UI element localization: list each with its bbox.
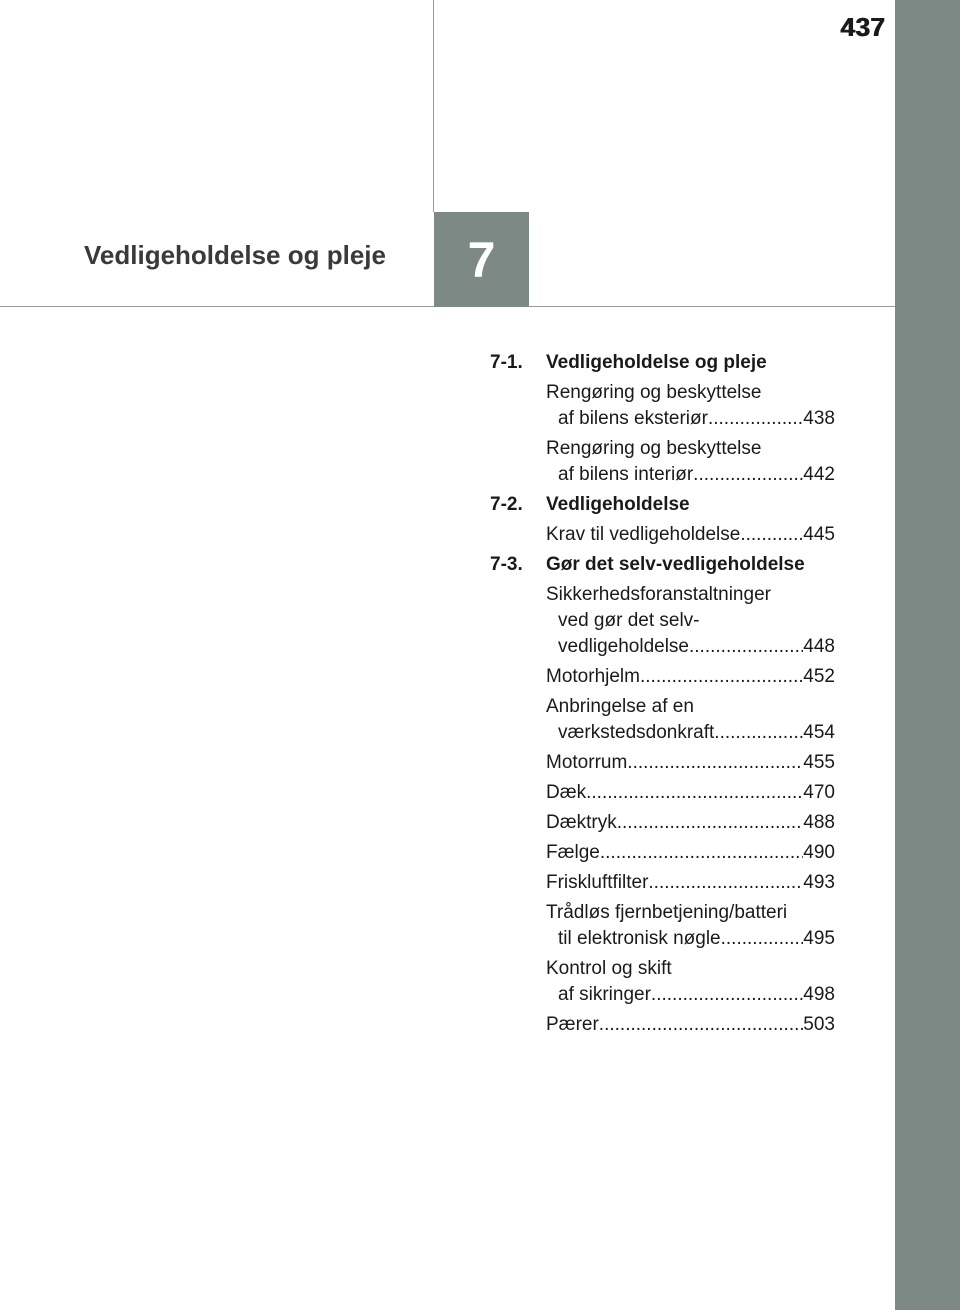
toc-entry[interactable] [546, 436, 835, 488]
toc-entry-text: Sikkerhedsforanstaltninger [546, 584, 771, 605]
toc-entry-text: værkstedsdonkraft [558, 722, 715, 743]
toc-entry-text: Trådløs fjernbetjening/batteri [546, 902, 788, 923]
toc-entry[interactable] [546, 956, 835, 1008]
toc-entry[interactable] [546, 810, 835, 836]
toc-page-number: 448 [803, 636, 835, 657]
vertical-rule [433, 0, 434, 212]
toc-entry-text: Fælge [546, 842, 600, 863]
toc-entry-text: ved gør det selv- [558, 610, 700, 631]
toc-page-number: 503 [803, 1014, 835, 1035]
toc-page-number: 488 [803, 812, 835, 833]
dot-leader [708, 406, 803, 432]
toc-entry[interactable] [546, 870, 835, 896]
toc-entry-text: til elektronisk nøgle [558, 928, 721, 949]
chapter-number-box [434, 212, 529, 307]
toc-entry[interactable] [546, 780, 835, 806]
toc-entry-text: Rengøring og beskyttelse [546, 438, 762, 459]
toc-entry[interactable] [546, 1012, 835, 1038]
toc-entry-text: Dæktryk [546, 812, 617, 833]
toc-entry-text: Friskluftfilter [546, 872, 649, 893]
table-of-contents [490, 350, 835, 1042]
toc-entry-text: Dæk [546, 782, 587, 803]
toc-entry-text: Anbringelse af en [546, 696, 694, 717]
toc-page-number: 455 [803, 752, 835, 773]
dot-leader [648, 870, 803, 896]
dot-leader [640, 664, 803, 690]
toc-entry-text: af sikringer [558, 984, 651, 1005]
toc-entry[interactable] [546, 840, 835, 866]
toc-page-number: 438 [803, 408, 835, 429]
toc-page-number: 490 [803, 842, 835, 863]
toc-entry-text: Motorrum [546, 752, 628, 773]
toc-section-number: 7-2. [490, 494, 523, 515]
toc-section-heading[interactable] [490, 492, 835, 518]
toc-section-number: 7-3. [490, 554, 523, 575]
toc-entry-text: af bilens eksteriør [558, 408, 708, 429]
toc-section-heading[interactable] [490, 350, 835, 376]
toc-section-title: Gør det selv-vedligeholdelse [546, 554, 805, 575]
toc-page-number: 498 [803, 984, 835, 1005]
toc-page-number: 445 [803, 524, 835, 545]
toc-page-number: 454 [803, 722, 835, 743]
dot-leader [651, 982, 803, 1008]
dot-leader [689, 634, 803, 660]
toc-entry[interactable] [546, 664, 835, 690]
toc-entry[interactable] [546, 582, 835, 660]
dot-leader [586, 780, 803, 806]
chapter-number: 7 [467, 231, 496, 288]
page-number: 437 [840, 12, 885, 42]
toc-entry-text: af bilens interiør [558, 464, 694, 485]
chapter-title: Vedligeholdelse og pleje [84, 240, 386, 270]
dot-leader [740, 522, 803, 548]
toc-entry-text: Rengøring og beskyttelse [546, 382, 762, 403]
toc-entry[interactable] [546, 522, 835, 548]
toc-entry[interactable] [546, 694, 835, 746]
toc-page-number: 452 [803, 666, 835, 687]
toc-entry-text: Krav til vedligeholdelse [546, 524, 741, 545]
toc-section-title: Vedligeholdelse [546, 494, 690, 515]
toc-entry-text: vedligeholdelse [558, 636, 689, 657]
toc-entry-text: Kontrol og skift [546, 958, 672, 979]
toc-page-number: 442 [803, 464, 835, 485]
toc-section-heading[interactable] [490, 552, 835, 578]
dot-leader [714, 720, 803, 746]
toc-page-number: 493 [803, 872, 835, 893]
toc-entry[interactable] [546, 900, 835, 952]
toc-section-title: Vedligeholdelse og pleje [546, 352, 767, 373]
chapter-side-tab [895, 0, 960, 1310]
dot-leader [693, 462, 803, 488]
dot-leader [617, 810, 804, 836]
dot-leader [627, 750, 803, 776]
toc-section-number: 7-1. [490, 352, 523, 373]
dot-leader [721, 926, 804, 952]
toc-entry-text: Motorhjelm [546, 666, 640, 687]
toc-entry-text: Pærer [546, 1014, 599, 1035]
toc-page-number: 470 [803, 782, 835, 803]
dot-leader [599, 1012, 804, 1038]
dot-leader [600, 840, 803, 866]
toc-entry[interactable] [546, 380, 835, 432]
toc-page-number: 495 [803, 928, 835, 949]
toc-entry[interactable] [546, 750, 835, 776]
